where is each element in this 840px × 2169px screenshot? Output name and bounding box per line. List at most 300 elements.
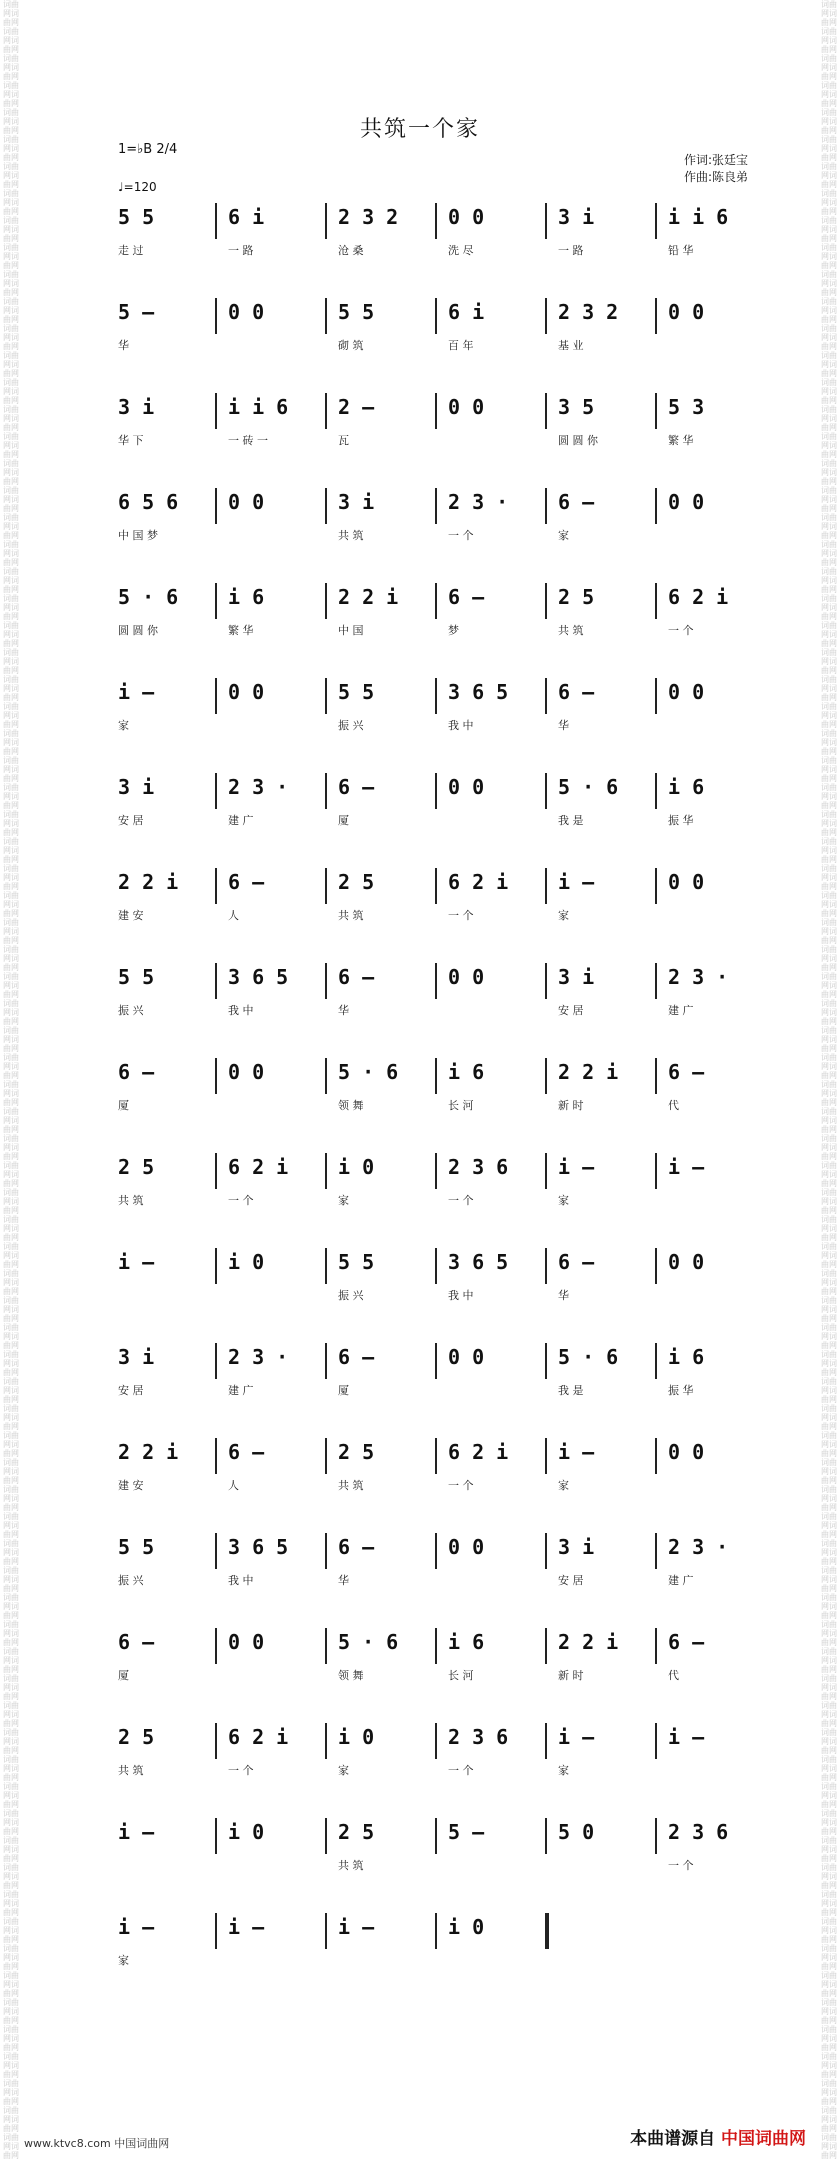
barline — [435, 868, 437, 904]
measure-lyric: 新 时 — [558, 1669, 584, 1682]
score-row — [110, 585, 760, 645]
measure-lyric: 一 个 — [228, 1764, 254, 1777]
measure-notes: 6 2 i — [448, 1440, 509, 1464]
measure-lyric: 砌 筑 — [338, 339, 364, 352]
measure-lyric: 领 舞 — [338, 1099, 364, 1112]
measure-notes: 6 2 i — [448, 870, 509, 894]
measure-notes: i 6 — [448, 1060, 485, 1084]
measure-notes: 2 3 6 — [448, 1725, 509, 1749]
barline — [325, 1343, 327, 1379]
measure-notes: 2 2 i — [118, 870, 179, 894]
measure-notes: i 0 — [448, 1915, 485, 1939]
barline — [215, 1533, 217, 1569]
measure-notes: i i 6 — [668, 205, 729, 229]
measure-notes: i — — [668, 1155, 705, 1179]
measure-notes: 5 5 — [118, 965, 155, 989]
barline — [545, 393, 547, 429]
score-row — [110, 1440, 760, 1500]
measure-notes: i — — [558, 1155, 595, 1179]
measure-lyric: 代 — [668, 1669, 679, 1682]
barline — [655, 1818, 657, 1854]
measure-notes: 5 3 — [668, 395, 705, 419]
measure-lyric: 家 — [118, 719, 129, 732]
key-signature: 1=♭B 2/4 — [118, 142, 178, 157]
barline — [545, 1248, 547, 1284]
measure-notes: i — — [558, 870, 595, 894]
measure-lyric: 我 是 — [558, 1384, 584, 1397]
measure-notes: 0 0 — [228, 680, 265, 704]
barline — [545, 1343, 547, 1379]
score-row — [110, 1345, 760, 1405]
barline — [545, 583, 547, 619]
measure-notes: 0 0 — [668, 300, 705, 324]
measure-notes: i — — [118, 1820, 155, 1844]
barline — [655, 1248, 657, 1284]
measure-notes: 3 5 — [558, 395, 595, 419]
measure-notes: 2 5 — [118, 1155, 155, 1179]
measure-lyric: 领 舞 — [338, 1669, 364, 1682]
measure-notes: 2 2 i — [118, 1440, 179, 1464]
measure-notes: 3 i — [558, 205, 595, 229]
measure-notes: 5 · 6 — [558, 775, 619, 799]
measure-lyric: 建 广 — [228, 1384, 254, 1397]
measure-notes: i 0 — [228, 1250, 265, 1274]
barline — [325, 203, 327, 239]
measure-notes: 3 6 5 — [228, 1535, 289, 1559]
measure-notes: 0 0 — [228, 300, 265, 324]
barline — [325, 298, 327, 334]
measure-lyric: 长 河 — [448, 1669, 474, 1682]
measure-notes: i i 6 — [228, 395, 289, 419]
measure-lyric: 一 个 — [448, 529, 474, 542]
measure-lyric: 振 兴 — [118, 1004, 144, 1017]
measure-notes: 3 6 5 — [448, 1250, 509, 1274]
barline — [325, 1248, 327, 1284]
barline — [215, 1628, 217, 1664]
measure-notes: 6 — — [668, 1630, 705, 1654]
measure-notes: 0 0 — [668, 490, 705, 514]
score-row — [110, 775, 760, 835]
measure-lyric: 华 下 — [118, 434, 144, 447]
measure-lyric: 我 中 — [228, 1004, 254, 1017]
measure-lyric: 我 是 — [558, 814, 584, 827]
measure-lyric: 共 筑 — [338, 909, 364, 922]
measure-notes: i 0 — [338, 1725, 375, 1749]
measure-notes: 0 0 — [448, 965, 485, 989]
measure-notes: 6 — — [558, 1250, 595, 1274]
measure-lyric: 共 筑 — [118, 1194, 144, 1207]
barline — [435, 1913, 437, 1949]
measure-notes: 5 — — [118, 300, 155, 324]
measure-lyric: 安 居 — [118, 1384, 144, 1397]
barline — [545, 1153, 547, 1189]
measure-lyric: 厦 — [118, 1099, 129, 1112]
barline — [435, 1818, 437, 1854]
measure-lyric: 长 河 — [448, 1099, 474, 1112]
measure-lyric: 一 个 — [228, 1194, 254, 1207]
measure-notes: 2 3 6 — [668, 1820, 729, 1844]
final-barline — [545, 1913, 549, 1949]
score-row — [110, 1630, 760, 1690]
measure-notes: 6 i — [448, 300, 485, 324]
score-row — [110, 1915, 760, 1975]
lyricist: 作词:张廷宝 — [683, 153, 748, 167]
measure-notes: 2 3 · — [228, 775, 289, 799]
score-row — [110, 205, 760, 265]
score-row — [110, 870, 760, 930]
measure-notes: 2 2 i — [558, 1060, 619, 1084]
measure-lyric: 安 居 — [558, 1574, 584, 1587]
measure-notes: 3 i — [118, 395, 155, 419]
measure-notes: 6 — — [228, 1440, 265, 1464]
measure-notes: 6 5 6 — [118, 490, 179, 514]
barline — [435, 298, 437, 334]
measure-lyric: 洗 尽 — [448, 244, 474, 257]
measure-lyric: 家 — [558, 1479, 569, 1492]
barline — [325, 963, 327, 999]
measure-lyric: 家 — [558, 529, 569, 542]
measure-lyric: 建 安 — [118, 1479, 144, 1492]
measure-notes: 3 i — [118, 775, 155, 799]
barline — [545, 773, 547, 809]
measure-lyric: 振 兴 — [118, 1574, 144, 1587]
measure-notes: i 6 — [448, 1630, 485, 1654]
measure-notes: 5 · 6 — [118, 585, 179, 609]
measure-lyric: 华 — [118, 339, 129, 352]
measure-lyric: 中 国 梦 — [118, 529, 158, 542]
measure-lyric: 振 华 — [668, 1384, 694, 1397]
measure-lyric: 共 筑 — [338, 529, 364, 542]
measure-lyric: 百 年 — [448, 339, 474, 352]
measure-lyric: 家 — [338, 1194, 349, 1207]
score-row — [110, 300, 760, 360]
barline — [435, 393, 437, 429]
measure-notes: 2 3 · — [668, 965, 729, 989]
measure-lyric: 我 中 — [228, 1574, 254, 1587]
barline — [325, 583, 327, 619]
measure-notes: 5 5 — [338, 300, 375, 324]
measure-notes: 5 5 — [338, 680, 375, 704]
score-row — [110, 1820, 760, 1880]
measure-lyric: 一 个 — [668, 1859, 694, 1872]
measure-lyric: 瓦 — [338, 434, 349, 447]
measure-lyric: 沧 桑 — [338, 244, 364, 257]
measure-notes: 6 — — [118, 1630, 155, 1654]
barline — [435, 1438, 437, 1474]
barline — [215, 678, 217, 714]
score-row — [110, 490, 760, 550]
measure-lyric: 繁 华 — [668, 434, 694, 447]
measure-lyric: 一 个 — [448, 909, 474, 922]
measure-lyric: 家 — [558, 909, 569, 922]
measure-lyric: 共 筑 — [118, 1764, 144, 1777]
measure-notes: i 6 — [228, 585, 265, 609]
barline — [435, 1723, 437, 1759]
measure-notes: 3 6 5 — [228, 965, 289, 989]
barline — [655, 868, 657, 904]
measure-notes: i 0 — [338, 1155, 375, 1179]
measure-lyric: 我 中 — [448, 719, 474, 732]
measure-notes: i — — [118, 1915, 155, 1939]
measure-lyric: 华 — [558, 1289, 569, 1302]
measure-lyric: 铅 华 — [668, 244, 694, 257]
measure-lyric: 建 广 — [228, 814, 254, 827]
barline — [325, 1723, 327, 1759]
barline — [215, 1343, 217, 1379]
barline — [215, 773, 217, 809]
measure-notes: 6 2 i — [228, 1155, 289, 1179]
barline — [545, 1628, 547, 1664]
measure-lyric: 代 — [668, 1099, 679, 1112]
barline — [215, 1438, 217, 1474]
score-row — [110, 1250, 760, 1310]
barline — [655, 1438, 657, 1474]
measure-notes: 6 — — [228, 870, 265, 894]
barline — [325, 1628, 327, 1664]
measure-lyric: 厦 — [338, 814, 349, 827]
measure-lyric: 厦 — [118, 1669, 129, 1682]
measure-notes: 5 5 — [118, 1535, 155, 1559]
measure-notes: i — — [118, 1250, 155, 1274]
barline — [655, 678, 657, 714]
measure-notes: 5 0 — [558, 1820, 595, 1844]
barline — [655, 298, 657, 334]
measure-lyric: 振 华 — [668, 814, 694, 827]
measure-notes: 3 i — [558, 1535, 595, 1559]
barline — [325, 1058, 327, 1094]
measure-notes: 6 — — [338, 965, 375, 989]
measure-notes: 0 0 — [228, 1630, 265, 1654]
measure-notes: 2 2 i — [558, 1630, 619, 1654]
measure-notes: i — — [228, 1915, 265, 1939]
tempo-marking: ♩=120 — [118, 180, 157, 194]
measure-notes: 5 · 6 — [338, 1630, 399, 1654]
measure-notes: 2 5 — [118, 1725, 155, 1749]
measure-notes: 6 — — [558, 490, 595, 514]
barline — [545, 1533, 547, 1569]
measure-lyric: 人 — [228, 909, 239, 922]
watermark-left: 词曲网词曲网词曲网词曲网词曲网词曲网词曲网词曲网词曲网词曲网词曲网词曲网词曲网词曲网词曲网词曲网词曲网词曲网词曲网词曲网词曲网词曲网词曲网词曲网词曲网词曲网词曲网词曲网词曲网词曲网词曲网词曲网词曲网词曲网词曲网词曲网词曲网词曲网词曲网词曲网词曲网词曲网词曲网词曲网词曲网词曲网词曲网词曲网词曲网词曲网词曲网词曲网词曲网词曲网词曲网词曲网词曲网词曲网词曲网词曲网词曲网词曲网词曲网词曲网词曲网词曲网词曲网词曲网词曲网词曲网词曲网词曲网词曲网词曲网词曲网词曲网词曲网词曲网词曲网词曲网词曲网词曲网词曲网词曲网词曲网词曲网词曲网词曲网词曲网词曲网词曲网词曲网词曲网词曲网词曲网词曲网词曲网词曲网词曲网词曲网词曲网词曲网词曲网词曲网词曲网词曲网词曲网词曲网词曲网词曲网词曲网词曲网词曲网词曲网词曲网词曲网词曲网词曲网词曲网词曲网词曲网词曲网词曲网词曲网词曲网词曲网词曲网词曲网词曲网词曲网词曲网词曲网词曲网词曲网词曲网词曲网词曲网词曲网词曲网词曲网词曲网词曲网词曲网词曲网词曲网词曲网词曲网词曲网词曲网词曲网词曲网词曲网词曲网词曲网词曲网词曲网词曲网词曲网词曲网词曲网 — [3, 0, 19, 2160]
barline — [545, 1438, 547, 1474]
measure-lyric: 建 广 — [668, 1574, 694, 1587]
score-row — [110, 1155, 760, 1215]
measure-lyric: 家 — [558, 1764, 569, 1777]
barline — [655, 488, 657, 524]
barline — [435, 583, 437, 619]
barline — [215, 488, 217, 524]
score-row — [110, 1725, 760, 1785]
measure-lyric: 一 个 — [448, 1479, 474, 1492]
measure-notes: 6 2 i — [228, 1725, 289, 1749]
barline — [325, 1818, 327, 1854]
watermark-right: 词曲网词曲网词曲网词曲网词曲网词曲网词曲网词曲网词曲网词曲网词曲网词曲网词曲网词曲网词曲网词曲网词曲网词曲网词曲网词曲网词曲网词曲网词曲网词曲网词曲网词曲网词曲网词曲网词曲网词曲网词曲网词曲网词曲网词曲网词曲网词曲网词曲网词曲网词曲网词曲网词曲网词曲网词曲网词曲网词曲网词曲网词曲网词曲网词曲网词曲网词曲网词曲网词曲网词曲网词曲网词曲网词曲网词曲网词曲网词曲网词曲网词曲网词曲网词曲网词曲网词曲网词曲网词曲网词曲网词曲网词曲网词曲网词曲网词曲网词曲网词曲网词曲网词曲网词曲网词曲网词曲网词曲网词曲网词曲网词曲网词曲网词曲网词曲网词曲网词曲网词曲网词曲网词曲网词曲网词曲网词曲网词曲网词曲网词曲网词曲网词曲网词曲网词曲网词曲网词曲网词曲网词曲网词曲网词曲网词曲网词曲网词曲网词曲网词曲网词曲网词曲网词曲网词曲网词曲网词曲网词曲网词曲网词曲网词曲网词曲网词曲网词曲网词曲网词曲网词曲网词曲网词曲网词曲网词曲网词曲网词曲网词曲网词曲网词曲网词曲网词曲网词曲网词曲网词曲网词曲网词曲网词曲网词曲网词曲网词曲网词曲网词曲网词曲网词曲网词曲网词曲网词曲网词曲网词曲网词曲网 — [821, 0, 837, 2160]
barline — [655, 1723, 657, 1759]
measure-notes: i — — [668, 1725, 705, 1749]
barline — [545, 203, 547, 239]
measure-notes: 6 — — [338, 775, 375, 799]
measure-lyric: 安 居 — [118, 814, 144, 827]
measure-lyric: 共 筑 — [338, 1479, 364, 1492]
measure-lyric: 一 路 — [228, 244, 254, 257]
barline — [655, 1628, 657, 1664]
barline — [325, 678, 327, 714]
barline — [215, 1153, 217, 1189]
measure-notes: 0 0 — [448, 775, 485, 799]
measure-notes: 0 0 — [448, 1345, 485, 1369]
barline — [545, 1058, 547, 1094]
measure-notes: 6 — — [338, 1535, 375, 1559]
measure-lyric: 振 兴 — [338, 1289, 364, 1302]
measure-notes: 5 5 — [338, 1250, 375, 1274]
score-row — [110, 1060, 760, 1120]
measure-notes: i — — [338, 1915, 375, 1939]
barline — [325, 1533, 327, 1569]
barline — [325, 1438, 327, 1474]
barline — [325, 773, 327, 809]
barline — [545, 1723, 547, 1759]
measure-lyric: 共 筑 — [558, 624, 584, 637]
score-row — [110, 395, 760, 455]
measure-notes: i — — [558, 1725, 595, 1749]
measure-lyric: 建 广 — [668, 1004, 694, 1017]
measure-notes: i — — [558, 1440, 595, 1464]
measure-lyric: 圆 圆 你 — [118, 624, 158, 637]
barline — [545, 678, 547, 714]
composer: 作曲:陈良弟 — [683, 170, 748, 184]
barline — [215, 1913, 217, 1949]
barline — [325, 868, 327, 904]
measure-notes: 0 0 — [228, 1060, 265, 1084]
barline — [545, 298, 547, 334]
measure-lyric: 一 个 — [448, 1194, 474, 1207]
measure-lyric: 一 个 — [448, 1764, 474, 1777]
measure-lyric: 家 — [118, 1954, 129, 1967]
barline — [655, 1153, 657, 1189]
footer-site: www.ktvc8.com 中国词曲网 — [24, 2137, 170, 2150]
barline — [325, 1913, 327, 1949]
measure-lyric: 一 个 — [668, 624, 694, 637]
measure-notes: i — — [118, 680, 155, 704]
measure-lyric: 人 — [228, 1479, 239, 1492]
measure-lyric: 新 时 — [558, 1099, 584, 1112]
barline — [655, 1058, 657, 1094]
measure-notes: 2 3 2 — [338, 205, 399, 229]
measure-notes: 5 — — [448, 1820, 485, 1844]
measure-notes: i 0 — [228, 1820, 265, 1844]
barline — [545, 488, 547, 524]
measure-notes: 6 — — [338, 1345, 375, 1369]
barline — [435, 963, 437, 999]
barline — [215, 298, 217, 334]
measure-notes: 0 0 — [228, 490, 265, 514]
barline — [655, 963, 657, 999]
measure-notes: 6 — — [558, 680, 595, 704]
measure-notes: 2 3 · — [228, 1345, 289, 1369]
measure-lyric: 华 — [338, 1574, 349, 1587]
measure-lyric: 振 兴 — [338, 719, 364, 732]
barline — [325, 488, 327, 524]
measure-notes: 6 — — [668, 1060, 705, 1084]
measure-lyric: 基 业 — [558, 339, 584, 352]
barline — [215, 1058, 217, 1094]
measure-notes: 2 3 · — [448, 490, 509, 514]
barline — [655, 393, 657, 429]
barline — [435, 1248, 437, 1284]
barline — [215, 393, 217, 429]
measure-notes: 6 i — [228, 205, 265, 229]
measure-lyric: 梦 — [448, 624, 459, 637]
barline — [325, 1153, 327, 1189]
score-row — [110, 965, 760, 1025]
measure-lyric: 华 — [558, 719, 569, 732]
barline — [435, 1628, 437, 1664]
measure-notes: 2 5 — [558, 585, 595, 609]
barline — [435, 1343, 437, 1379]
song-title: 共筑一个家 — [359, 117, 480, 142]
measure-notes: 2 5 — [338, 1820, 375, 1844]
measure-notes: 2 3 2 — [558, 300, 619, 324]
barline — [655, 773, 657, 809]
measure-notes: 2 5 — [338, 1440, 375, 1464]
measure-notes: 3 i — [558, 965, 595, 989]
measure-notes: 0 0 — [668, 870, 705, 894]
measure-lyric: 家 — [338, 1764, 349, 1777]
measure-lyric: 繁 华 — [228, 624, 254, 637]
measure-notes: 0 0 — [668, 1440, 705, 1464]
measure-notes: 5 · 6 — [558, 1345, 619, 1369]
measure-notes: 6 — — [118, 1060, 155, 1084]
measure-lyric: 安 居 — [558, 1004, 584, 1017]
measure-lyric: 走 过 — [118, 244, 144, 257]
measure-notes: i 6 — [668, 1345, 705, 1369]
measure-notes: 0 0 — [668, 680, 705, 704]
barline — [655, 583, 657, 619]
barline — [215, 1818, 217, 1854]
measure-lyric: 圆 圆 你 — [558, 434, 598, 447]
barline — [435, 678, 437, 714]
measure-lyric: 我 中 — [448, 1289, 474, 1302]
barline — [435, 773, 437, 809]
barline — [545, 868, 547, 904]
measure-notes: 0 0 — [448, 1535, 485, 1559]
measure-lyric: 建 安 — [118, 909, 144, 922]
credits — [684, 152, 748, 186]
barline — [545, 1818, 547, 1854]
footer-brand: 中国词曲网 — [721, 2129, 806, 2149]
barline — [435, 1058, 437, 1094]
barline — [435, 1533, 437, 1569]
score-row — [110, 1535, 760, 1595]
measure-lyric: 华 — [338, 1004, 349, 1017]
measure-notes: i 6 — [668, 775, 705, 799]
measure-notes: 2 3 · — [668, 1535, 729, 1559]
barline — [215, 868, 217, 904]
measure-notes: 2 2 i — [338, 585, 399, 609]
measure-lyric: 家 — [558, 1194, 569, 1207]
measure-lyric: 一 路 — [558, 244, 584, 257]
barline — [655, 1343, 657, 1379]
measure-lyric: 一 砖 一 — [228, 434, 268, 447]
footer-source — [630, 2124, 806, 2149]
measure-lyric: 共 筑 — [338, 1859, 364, 1872]
measure-lyric: 厦 — [338, 1384, 349, 1397]
measure-notes: 2 3 6 — [448, 1155, 509, 1179]
barline — [215, 1723, 217, 1759]
measure-notes: 0 0 — [668, 1250, 705, 1274]
barline — [215, 1248, 217, 1284]
measure-lyric: 中 国 — [338, 624, 364, 637]
measure-notes: 5 · 6 — [338, 1060, 399, 1084]
